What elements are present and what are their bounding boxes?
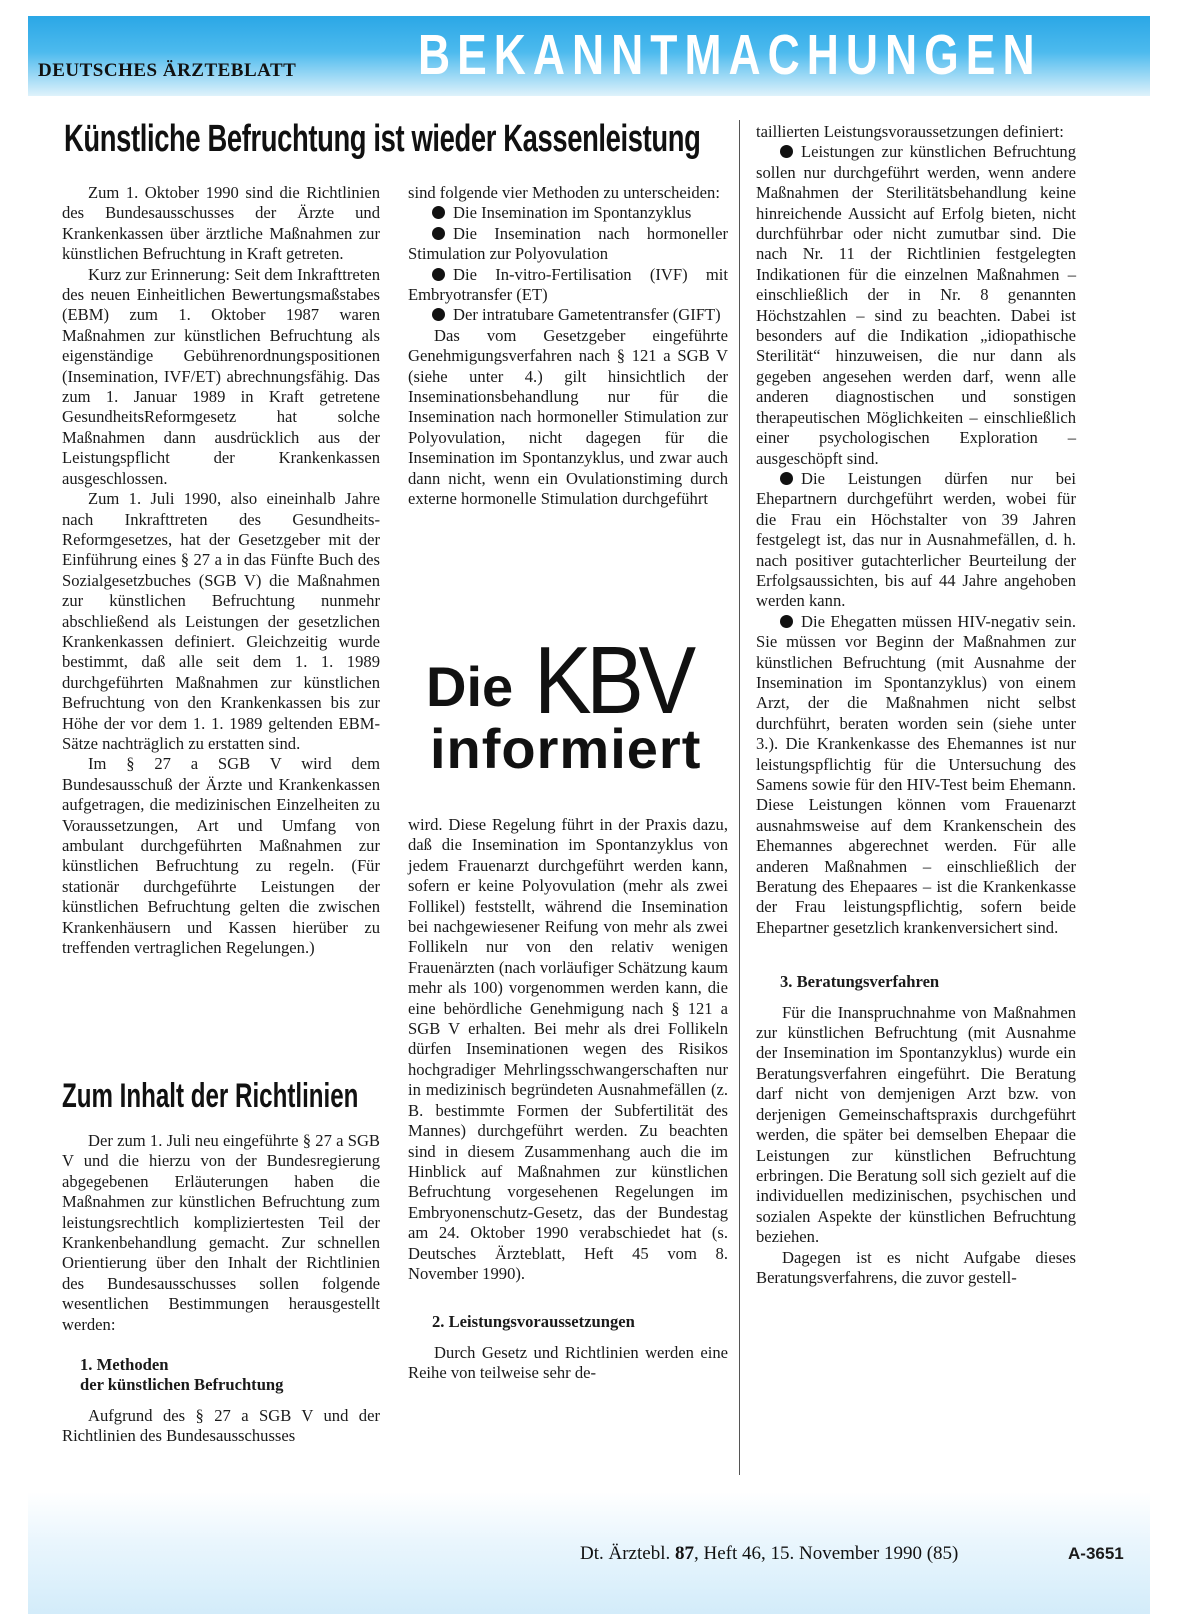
page-number: A-3651 [1068, 1544, 1124, 1563]
bullet-icon [432, 308, 445, 321]
column-2-continued [408, 815, 728, 1384]
paragraph: Dagegen ist es nicht Aufgabe dieses Beratungsverfahrens, die zuvor gestell- [756, 1247, 1076, 1287]
column-3 [756, 122, 1076, 1288]
column-1 [62, 183, 380, 958]
subsection-heading: 1. Methoden der künstlichen Befruchtung [80, 1355, 284, 1395]
paragraph: Kurz zur Erinnerung: Seit dem Inkrafttreten des neuen Einheitlichen Bewertungsmaßstabes (EBM) zum 1. Oktober 1987 waren Maßnahmen zur künstlichen Befruchtung als eigenständige Gebührenordnungspositionen (Insemination, IVF/ET) abrechnungsfähig. Das zum 1. Januar 1989 in Kraft getretene GesundheitsReformgesetz hat solche Maßnahmen dann ausdrücklich aus der Leistungspflicht der Krankenkassen ausgeschlossen. [62, 264, 380, 488]
kbv-logo-kbv: KBV [534, 627, 691, 734]
paragraph: Das vom Gesetzgeber eingeführte Genehmigungsverfahren nach § 121 a SGB V (siehe unter 4.) gilt hinsichtlich der Inseminationsbehandlung nur für die Insemination nach hormoneller Stimulation zur Polyovulation, nicht dagegen für die Insemination im Spontanzyklus, und zwar auch dann nicht, wenn ein Ovulationstiming durch externe hormonelle Stimulation durchgeführt [408, 325, 728, 509]
paragraph: taillierten Leistungsvoraussetzungen definiert: [756, 122, 1064, 141]
kbv-logo-die: Die [426, 655, 514, 718]
citation: Dt. Ärztebl. 87, Heft 46, 15. November 1990 (85) [580, 1543, 959, 1564]
list-item: Die Ehegatten müssen HIV-negativ sein. Sie müssen vor Beginn der Maßnahmen zur künstlichen Befruchtung (mit Ausnahme der Insemination im Spontanzyklus) von einem Arzt, der die Maßnahmen nicht selbst durchführt, beraten worden sein (siehe unter 3.). Die Krankenkasse des Ehemannes ist nur leistungspflichtig für die Untersuchung des Samens sowie für den HIV-Test beim Ehemann. Diese Leistungen können vom Frauenarzt ausnahmsweise auf dem Krankenschein des Ehemannes abgerechnet werden. Für alle anderen Maßnahmen – einschließlich der Beratung des Ehepaares – ist die Krankenkasse der Frau leistungspflichtig, sofern beide Ehepartner gesetzlich krankenversichert sind. [756, 611, 1076, 937]
bullet-icon [432, 227, 445, 240]
paragraph: sind folgende vier Methoden zu unterscheiden: [408, 183, 720, 202]
paragraph: Im § 27 a SGB V wird dem Bundesausschuß der Ärzte und Krankenkassen aufgetragen, die medizinischen Einzelheiten zu Voraussetzungen, Art und Umfang von ambulant durchgeführten Maßnahmen zur künstlichen Befruchtung zu regeln. (Für stationär durchgeführte Leistungen der künstlichen Befruchtung gelten die zwischen Krankenhäusern und Kassen hierüber zu treffenden vertraglichen Regelungen.) [62, 754, 380, 958]
kbv-informiert-logo [412, 620, 732, 810]
bullet-icon [780, 615, 793, 628]
list-item: Die In-vitro-Fertilisation (IVF) mit Embryotransfer (ET) [408, 264, 728, 305]
column-2 [408, 183, 728, 510]
subsection-heading: 2. Leistungsvoraussetzungen [432, 1312, 635, 1332]
paragraph: Aufgrund des § 27 a SGB V und der Richtlinien des Bundesausschusses [62, 1405, 380, 1446]
list-item: Leistungen zur künstlichen Befruchtung sollen nur durchgeführt werden, wenn andere Maßnahmen der Sterilitätsbehandlung keine hinreichende Aussicht auf Erfolg bieten, nicht durchführbar oder nicht zumutbar sind. Die nach Nr. 11 der Richtlinien festgelegten Indikationen für die einzelnen Maßnahmen – einschließlich der in Nr. 8 genannten Höchstzahlen – sind zu beachten. Dabei ist besonders auf die Indikation „idiopathische Sterilität“ hinzuweisen, die nur dann als gegeben angesehen werden darf, wenn alle anderen diagnostischen und sonstigen therapeutischen Möglichkeiten – einschließlich einer psychologischen Exploration – ausgeschöpft sind. [756, 142, 1076, 468]
journal-name: DEUTSCHES ÄRZTEBLATT [38, 60, 297, 81]
paragraph: Zum 1. Oktober 1990 sind die Richtlinien des Bundesausschusses der Ärzte und Krankenkassen über ärztliche Maßnahmen zur künstlichen Befruchtung in Kraft getreten. [62, 183, 380, 264]
column-rule [739, 120, 740, 1475]
section-heading: Zum Inhalt der Richtlinien [62, 1077, 359, 1115]
bullet-icon [432, 206, 445, 219]
bullet-icon [780, 145, 793, 158]
paragraph: Zum 1. Juli 1990, also eineinhalb Jahre nach Inkrafttreten des Gesundheits-Reformgesetzes, hat der Gesetzgeber mit der Einführung eines § 27 a in das Fünfte Buch des Sozialgesetzbuches (SGB V) die Maßnahmen zur künstlichen Befruchtung nunmehr abschließend als Leistungen der gesetzlichen Krankenkassen definiert. Gleichzeitig wurde bestimmt, daß alle seit dem 1. 1. 1989 durchgeführten Maßnahmen zur künstlichen Befruchtung von den Krankenkassen bis zur Höhe der vor dem 1. 1. 1989 geltenden EBM-Sätze nachträglich zu erstatten sind. [62, 489, 380, 753]
list-item: Die Insemination nach hormoneller Stimulation zur Polyovulation [408, 223, 728, 264]
bullet-icon [780, 472, 793, 485]
section-title: BEKANNTMACHUNGEN [418, 23, 1042, 87]
kbv-logo-informiert: informiert [430, 717, 702, 780]
list-item: Die Insemination im Spontanzyklus [408, 203, 728, 223]
paragraph: Der zum 1. Juli neu eingeführte § 27 a SGB V und die hierzu von der Bundesregierung abgegebenen Erläuterungen haben die Maßnahmen zur künstlichen Befruchtung zum leistungsrechtlich kompliziertesten Teil der Krankenbehandlung gemacht. Zur schnellen Orientierung über den Inhalt der Richtlinien des Bundesausschusses sollen folgende wesentlichen Bestimmungen herausgestellt werden: [62, 1131, 380, 1334]
article-headline: Künstliche Befruchtung ist wieder Kassenleistung [64, 118, 701, 160]
subsection-heading: 3. Beratungsverfahren [780, 972, 940, 992]
bullet-icon [432, 268, 445, 281]
list-item: Die Leistungen dürfen nur bei Ehepartnern durchgeführt werden, wobei für die Frau ein Höchstalter von 39 Jahren festgelegt ist, das nur in Ausnahmefällen, d. h. nach positiver gutachterlicher Beurteilung der Erfolgsaussichten, bis auf 44 Jahre angehoben werden kann. [756, 468, 1076, 611]
column-1-continued [62, 1131, 380, 1447]
paragraph: Für die Inanspruchnahme von Maßnahmen zur künstlichen Befruchtung (mit Ausnahme der Insemination im Spontanzyklus) wurde ein Beratungsverfahren eingeführt. Die Beratung darf nicht von demjenigen Arzt bzw. von derjenigen Gemeinschaftspraxis durchgeführt werden, die später bei demselben Ehepaar die Leistungen zur künstlichen Befruchtung erbringen. Die Beratung soll sich gezielt auf die individuellen medizinischen, psychischen und sozialen Aspekte der künstlichen Befruchtung beziehen. [756, 1002, 1076, 1247]
paragraph: Durch Gesetz und Richtlinien werden eine Reihe von teilweise sehr de- [408, 1342, 728, 1383]
list-item: Der intratubare Gametentransfer (GIFT) [408, 305, 728, 325]
paragraph: wird. Diese Regelung führt in der Praxis dazu, daß die Insemination im Spontanzyklus von jedem Frauenarzt durchgeführt werden kann, sofern er keine Polyovulation (mehr als zwei Follikel) feststellt, während die Insemination bei nachgewiesener Reifung von mehr als zwei Follikeln nur von den relativ wenigen Frauenärzten (nach vorläufiger Schätzung kaum mehr als 100) vorgenommen werden kann, die eine behördliche Genehmigung nach § 121 a SGB V erhalten. Bei mehr als drei Follikeln dürfen Inseminationen wegen des Risikos hochgradiger Mehrlingsschwangerschaften nur in medizinisch begründeten Ausnahmefällen (z. B. bestimmte Formen der Subfertilität des Mannes) durchgeführt werden. Zu beachten sind in diesem Zusammenhang auch die im Hinblick auf Maßnahmen zur künstlichen Befruchtung vorgesehenen Regelungen im Embryonenschutz-Gesetz, das der Bundestag am 24. Oktober 1990 verabschiedet hat (s. Deutsches Ärzteblatt, Heft 45 vom 8. November 1990). [408, 815, 728, 1283]
